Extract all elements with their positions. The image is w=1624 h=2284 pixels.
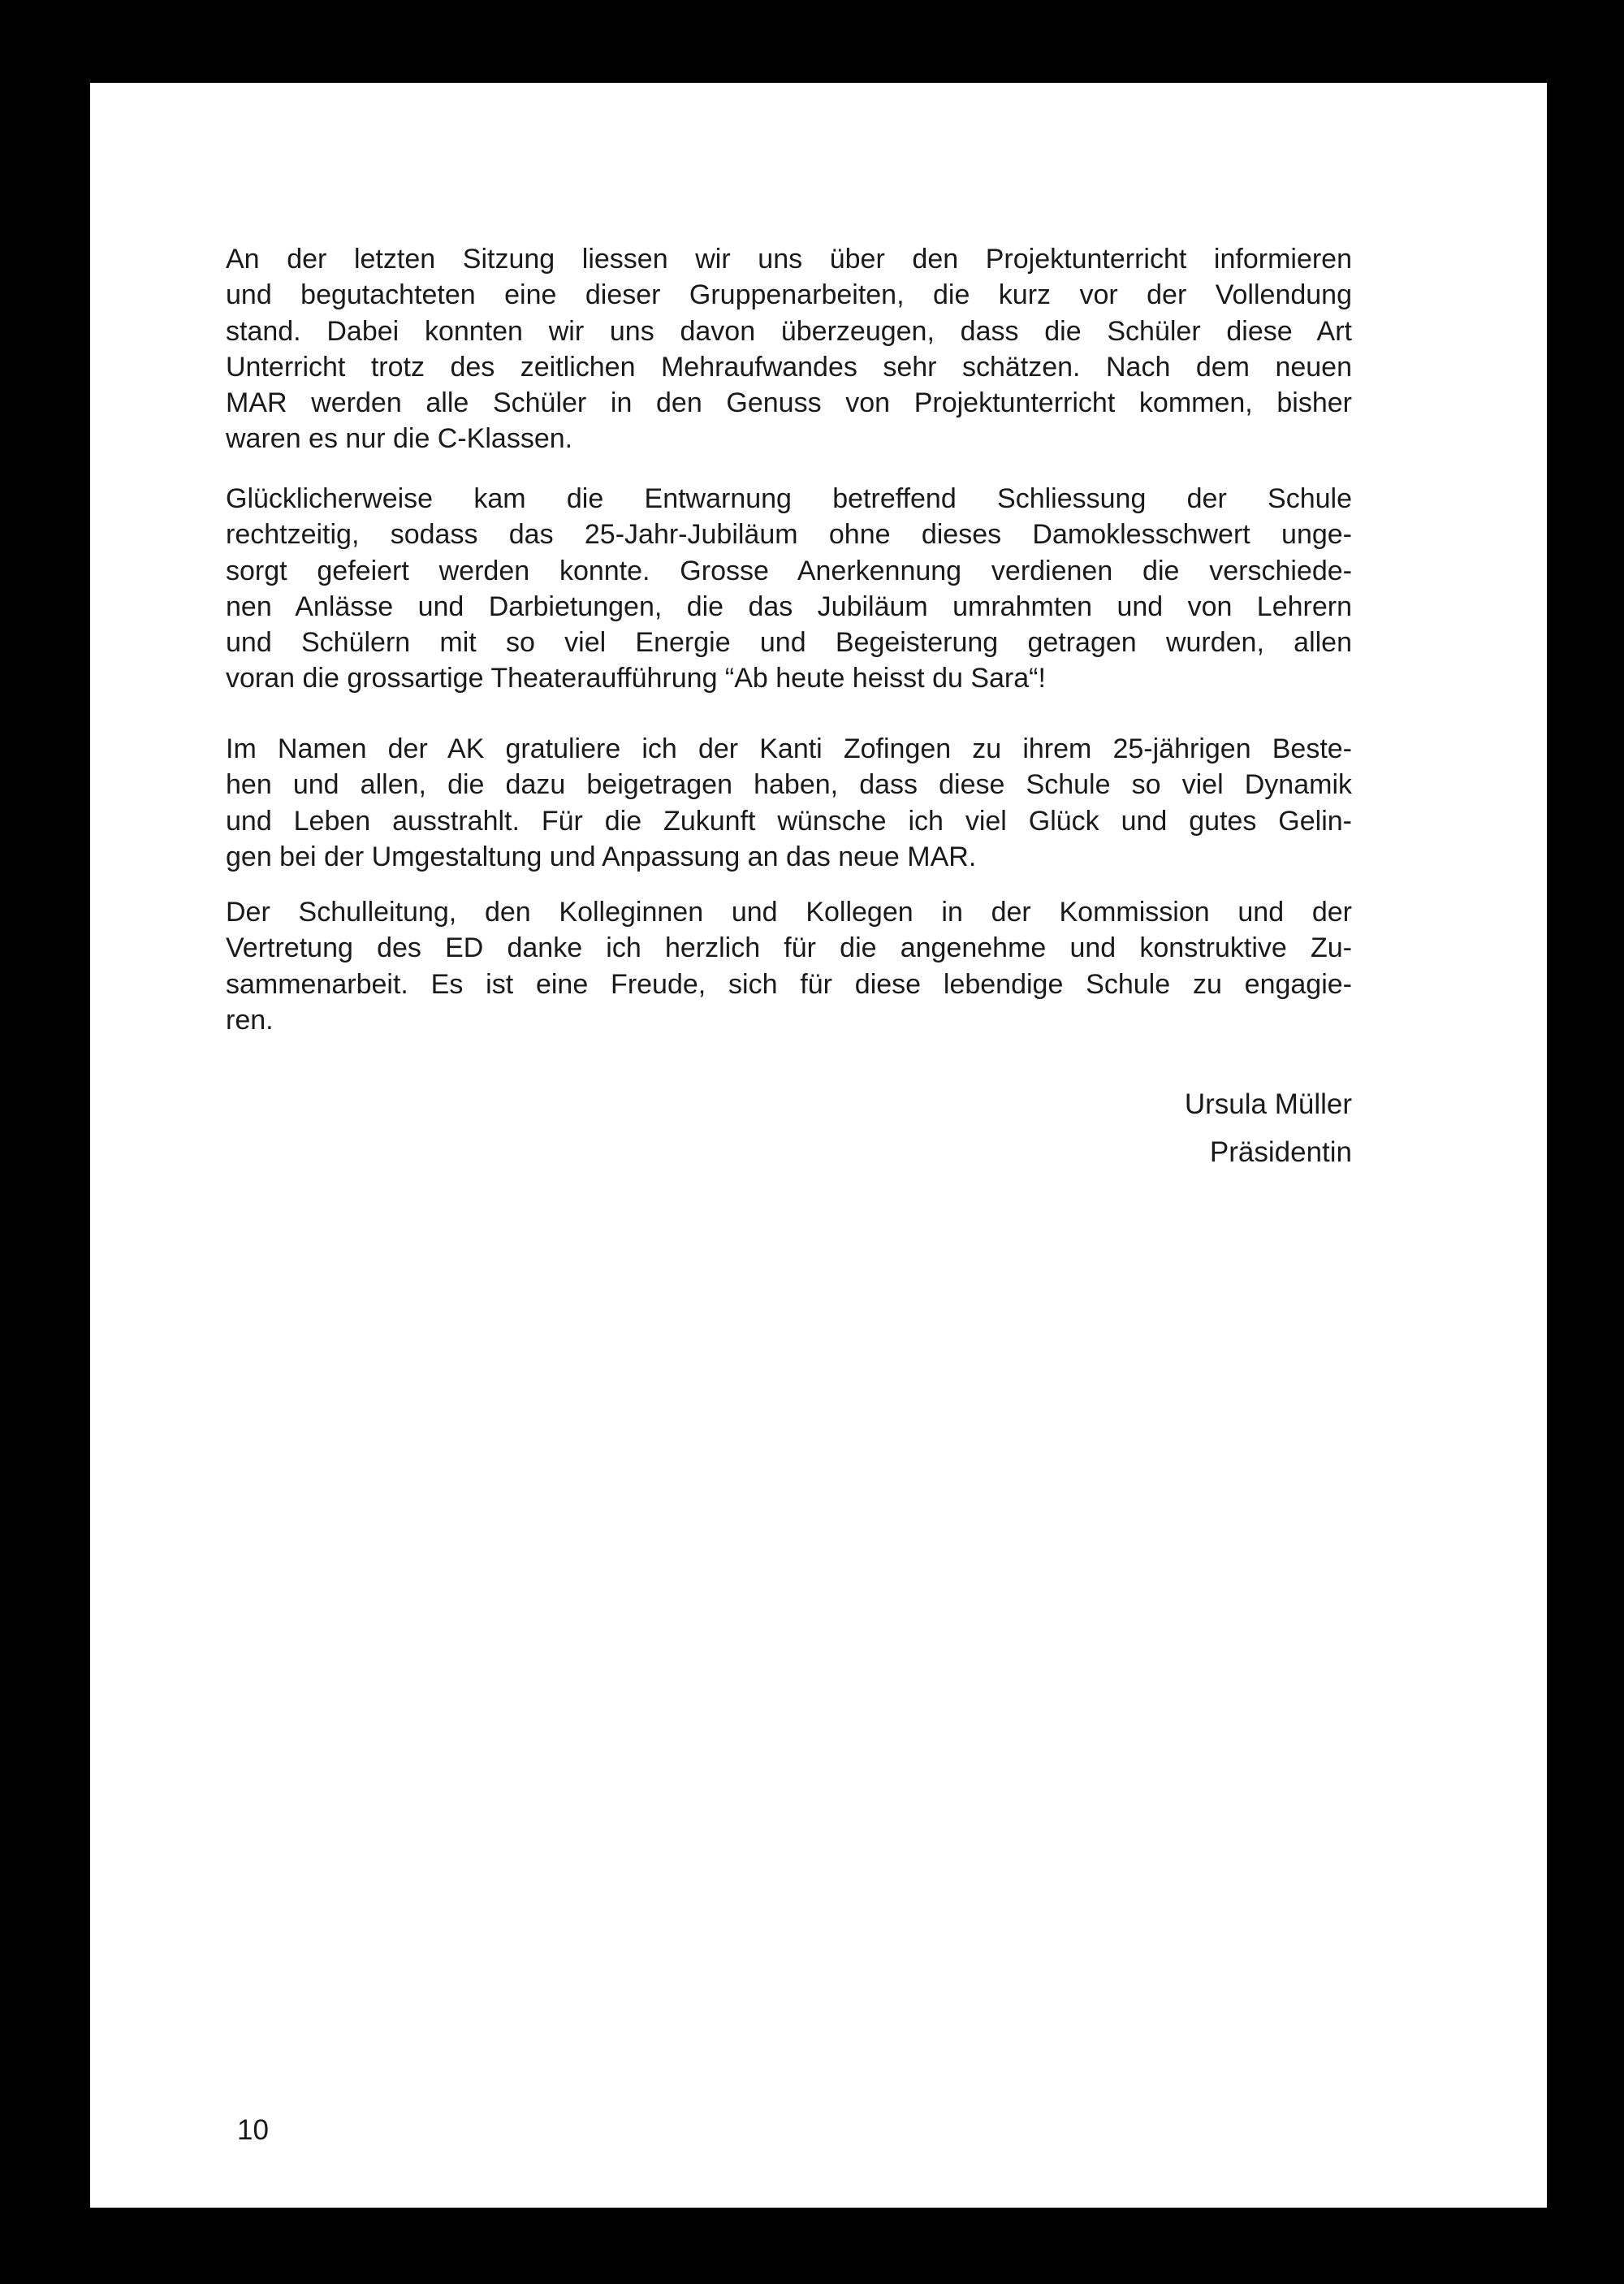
text-line: sammenarbeit. Es ist eine Freude, sich für diese lebendige Schule zu engagie- (226, 968, 1352, 1000)
page-number: 10 (237, 2114, 269, 2146)
text-line: waren es nur die C-Klassen. (226, 423, 573, 455)
text-line: Glücklicherweise kam die Entwarnung betreffend Schliessung der Schule (226, 483, 1352, 514)
paragraph-4 (226, 894, 1352, 1038)
text-line: MAR werden alle Schüler in den Genuss von Projektunterricht kommen, bisher (226, 387, 1352, 419)
text-line: stand. Dabei konnten wir uns davon überzeugen, dass die Schüler diese Art (226, 315, 1352, 347)
text-line: und begutachteten eine dieser Gruppenarbeiten, die kurz vor der Vollendung (226, 279, 1352, 311)
signature-name: Ursula Müller (1184, 1088, 1352, 1120)
paragraph-1 (226, 241, 1352, 457)
signature-block (1185, 1080, 1352, 1176)
text-line: Im Namen der AK gratuliere ich der Kanti Zofingen zu ihrem 25-jährigen Beste- (226, 733, 1352, 764)
text-line: rechtzeitig, sodass das 25-Jahr-Jubiläum ohne dieses Damoklesschwert unge- (226, 519, 1352, 551)
text-line: hen und allen, die dazu beigetragen haben, dass diese Schule so viel Dynamik (226, 769, 1352, 801)
text-line: sorgt gefeiert werden konnte. Grosse Anerkennung verdienen die verschiede- (226, 555, 1352, 586)
text-line: ren. (226, 1004, 274, 1036)
text-line: gen bei der Umgestaltung und Anpassung an das neue MAR. (226, 841, 977, 872)
text-line: Der Schulleitung, den Kolleginnen und Kollegen in der Kommission und der (226, 897, 1352, 928)
paragraph-2 (226, 481, 1352, 697)
text-line: Unterricht trotz des zeitlichen Mehraufwandes sehr schätzen. Nach dem neuen (226, 351, 1352, 383)
signature-title: Präsidentin (1209, 1136, 1352, 1168)
text-line: und Schülern mit so viel Energie und Begeisterung getragen wurden, allen (226, 627, 1352, 659)
text-line: und Leben ausstrahlt. Für die Zukunft wünsche ich viel Glück und gutes Gelin- (226, 805, 1352, 837)
text-line: nen Anlässe und Darbietungen, die das Jubiläum umrahmten und von Lehrern (226, 590, 1352, 622)
text-line: Vertretung des ED danke ich herzlich für die angenehme und konstruktive Zu- (226, 932, 1352, 964)
text-line: voran die grossartige Theateraufführung “Ab heute heisst du Sara“! (226, 663, 1046, 694)
paragraph-3 (226, 731, 1352, 875)
text-line: An der letzten Sitzung liessen wir uns über den Projektunterricht informieren (226, 244, 1352, 275)
